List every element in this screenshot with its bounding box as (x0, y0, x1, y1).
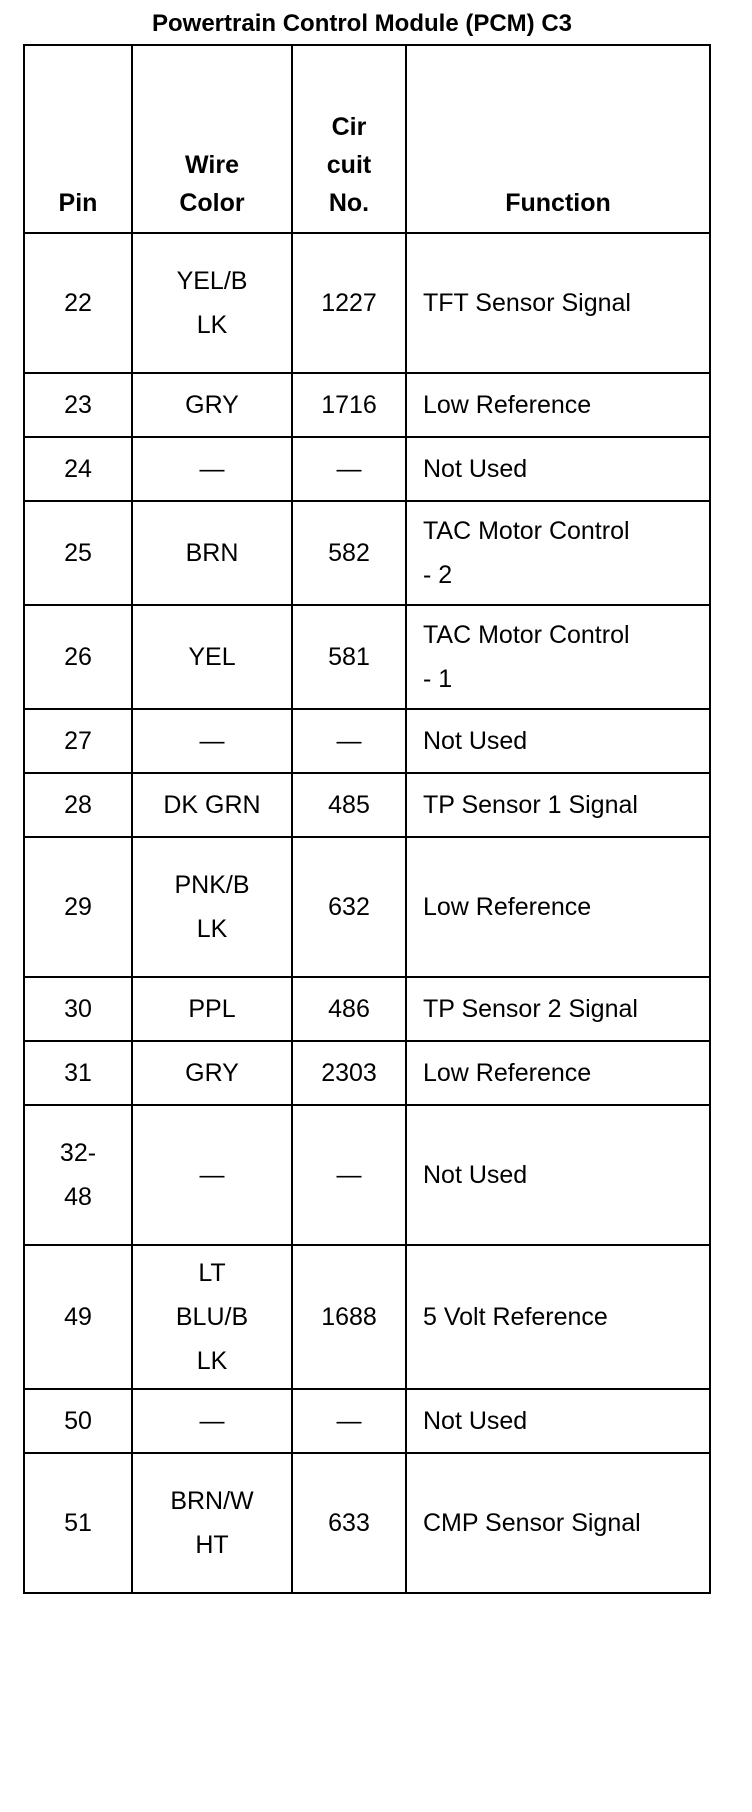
circuit-cell-text: 486 (328, 995, 370, 1023)
table-row (24, 1105, 710, 1245)
wire-color-cell-line: YEL/B (176, 267, 248, 295)
header-function (406, 45, 710, 233)
table-row (24, 1389, 710, 1453)
wire-color-cell-line: BLU/B (175, 1303, 249, 1331)
function-cell-line: Low Reference (423, 391, 592, 419)
circuit-cell-text: 1688 (321, 1303, 377, 1331)
function-cell (406, 1245, 710, 1389)
table-row (24, 1245, 710, 1389)
table-title: Powertrain Control Module (PCM) C3 (152, 10, 572, 37)
wire-color-cell-line: GRY (185, 391, 239, 419)
function-cell-line: Low Reference (423, 1059, 592, 1087)
wire-color-cell-line: LK (196, 1347, 228, 1375)
pin-cell-line: 27 (64, 727, 92, 755)
function-cell (406, 773, 710, 837)
wire-color-cell-line: DK GRN (163, 791, 261, 819)
circuit-cell (292, 837, 406, 977)
header-wire-color-line: Color (179, 189, 245, 217)
pin-cell (24, 1105, 132, 1245)
circuit-cell (292, 1453, 406, 1593)
pin-cell (24, 773, 132, 837)
circuit-cell (292, 605, 406, 709)
function-cell-line: TP Sensor 1 Signal (423, 791, 638, 819)
circuit-cell-text: 2303 (321, 1059, 377, 1087)
circuit-cell-text: — (336, 727, 362, 755)
pin-cell-line: 26 (64, 643, 92, 671)
pin-cell-line: 50 (64, 1407, 92, 1435)
table-row (24, 605, 710, 709)
header-circuit-line: Cir (331, 113, 367, 141)
function-cell (406, 1453, 710, 1593)
pin-cell (24, 837, 132, 977)
pin-cell-line: 22 (64, 289, 92, 317)
wire-color-cell-line: — (199, 1407, 225, 1435)
pin-cell-line: 24 (64, 455, 92, 483)
pin-cell-line: 29 (64, 893, 92, 921)
wire-color-cell-line: — (199, 727, 225, 755)
pin-cell-line: 32- (59, 1139, 97, 1167)
header-circuit-line: cuit (326, 151, 372, 179)
table-row (24, 437, 710, 501)
circuit-cell (292, 1041, 406, 1105)
wire-color-cell (132, 977, 292, 1041)
function-cell (406, 373, 710, 437)
function-cell-line: 5 Volt Reference (423, 1303, 608, 1331)
circuit-cell-text: 633 (328, 1509, 370, 1537)
function-cell-line: Low Reference (423, 893, 592, 921)
circuit-cell (292, 437, 406, 501)
pin-cell-line: 30 (64, 995, 92, 1023)
pin-cell (24, 373, 132, 437)
function-cell (406, 501, 710, 605)
header-function-label: Function (505, 189, 611, 217)
circuit-cell (292, 709, 406, 773)
table-row (24, 709, 710, 773)
wire-color-cell (132, 233, 292, 373)
pin-cell (24, 1245, 132, 1389)
wire-color-cell-line: — (199, 455, 225, 483)
circuit-cell-text: — (336, 1407, 362, 1435)
wire-color-cell-line: HT (195, 1531, 229, 1559)
wire-color-cell (132, 773, 292, 837)
circuit-cell-text: 485 (328, 791, 370, 819)
function-cell-line: Not Used (423, 1407, 528, 1435)
wire-color-cell (132, 837, 292, 977)
header-row (24, 45, 710, 233)
wire-color-cell (132, 373, 292, 437)
table-row (24, 373, 710, 437)
wire-color-cell (132, 501, 292, 605)
wire-color-cell-line: LK (196, 311, 228, 339)
function-cell (406, 837, 710, 977)
wire-color-cell-line: BRN (185, 539, 239, 567)
pin-cell (24, 605, 132, 709)
pin-cell-line: 31 (64, 1059, 92, 1087)
pin-cell-line: 23 (64, 391, 92, 419)
function-cell-line: - 1 (423, 665, 453, 693)
table-row (24, 977, 710, 1041)
header-wire-color-line: Wire (185, 151, 239, 179)
wire-color-cell-line: PPL (188, 995, 236, 1023)
function-cell (406, 977, 710, 1041)
circuit-cell-text: 581 (328, 643, 370, 671)
pin-cell (24, 437, 132, 501)
table-body (24, 233, 710, 1593)
circuit-cell-text: 1227 (321, 289, 377, 317)
pin-cell (24, 1389, 132, 1453)
function-cell-line: TAC Motor Control (423, 621, 630, 649)
wire-color-cell (132, 1245, 292, 1389)
pin-cell (24, 1041, 132, 1105)
function-cell-line: Not Used (423, 455, 528, 483)
circuit-cell (292, 233, 406, 373)
wire-color-cell-line: LK (196, 915, 228, 943)
pin-cell-line: 49 (64, 1303, 92, 1331)
circuit-cell (292, 1245, 406, 1389)
circuit-cell (292, 373, 406, 437)
wire-color-cell (132, 605, 292, 709)
table-row (24, 233, 710, 373)
table-row (24, 1453, 710, 1593)
pin-cell (24, 709, 132, 773)
wire-color-cell-line: LT (198, 1259, 226, 1287)
function-cell-line: - 2 (423, 561, 453, 589)
wire-color-cell (132, 1041, 292, 1105)
wire-color-cell-line: PNK/B (174, 871, 250, 899)
function-cell-line: CMP Sensor Signal (423, 1509, 641, 1537)
circuit-cell (292, 1105, 406, 1245)
circuit-cell-text: — (336, 1161, 362, 1189)
pin-cell (24, 977, 132, 1041)
wire-color-cell (132, 1389, 292, 1453)
function-cell (406, 1105, 710, 1245)
function-cell (406, 437, 710, 501)
pin-cell (24, 233, 132, 373)
header-wire-color (132, 45, 292, 233)
function-cell-line: TAC Motor Control (423, 517, 630, 545)
table-row (24, 837, 710, 977)
header-pin-label: Pin (58, 189, 98, 217)
table-row (24, 501, 710, 605)
function-cell (406, 709, 710, 773)
function-cell-line: Not Used (423, 1161, 528, 1189)
pin-cell (24, 1453, 132, 1593)
wire-color-cell (132, 1453, 292, 1593)
circuit-cell (292, 773, 406, 837)
function-cell (406, 1389, 710, 1453)
function-cell (406, 1041, 710, 1105)
pin-cell-line: 48 (64, 1183, 92, 1211)
wire-color-cell (132, 437, 292, 501)
pin-cell-line: 28 (64, 791, 92, 819)
function-cell (406, 605, 710, 709)
circuit-cell-text: — (336, 455, 362, 483)
wire-color-cell-line: GRY (185, 1059, 239, 1087)
wire-color-cell (132, 1105, 292, 1245)
function-cell-line: TP Sensor 2 Signal (423, 995, 638, 1023)
wire-color-cell-line: YEL (188, 643, 236, 671)
function-cell (406, 233, 710, 373)
wire-color-cell (132, 709, 292, 773)
circuit-cell-text: 632 (328, 893, 370, 921)
pinout-table (23, 44, 711, 1594)
circuit-cell (292, 501, 406, 605)
header-pin (24, 45, 132, 233)
pin-cell-line: 51 (64, 1509, 92, 1537)
pin-cell-line: 25 (64, 539, 92, 567)
header-circuit-no (292, 45, 406, 233)
circuit-cell-text: 1716 (321, 391, 377, 419)
table-row (24, 1041, 710, 1105)
wire-color-cell-line: BRN/W (170, 1487, 254, 1515)
function-cell-line: TFT Sensor Signal (423, 289, 631, 317)
circuit-cell (292, 1389, 406, 1453)
pin-cell (24, 501, 132, 605)
function-cell-line: Not Used (423, 727, 528, 755)
header-circuit-line: No. (328, 189, 370, 217)
wire-color-cell-line: — (199, 1161, 225, 1189)
circuit-cell-text: 582 (328, 539, 370, 567)
circuit-cell (292, 977, 406, 1041)
table-row (24, 773, 710, 837)
